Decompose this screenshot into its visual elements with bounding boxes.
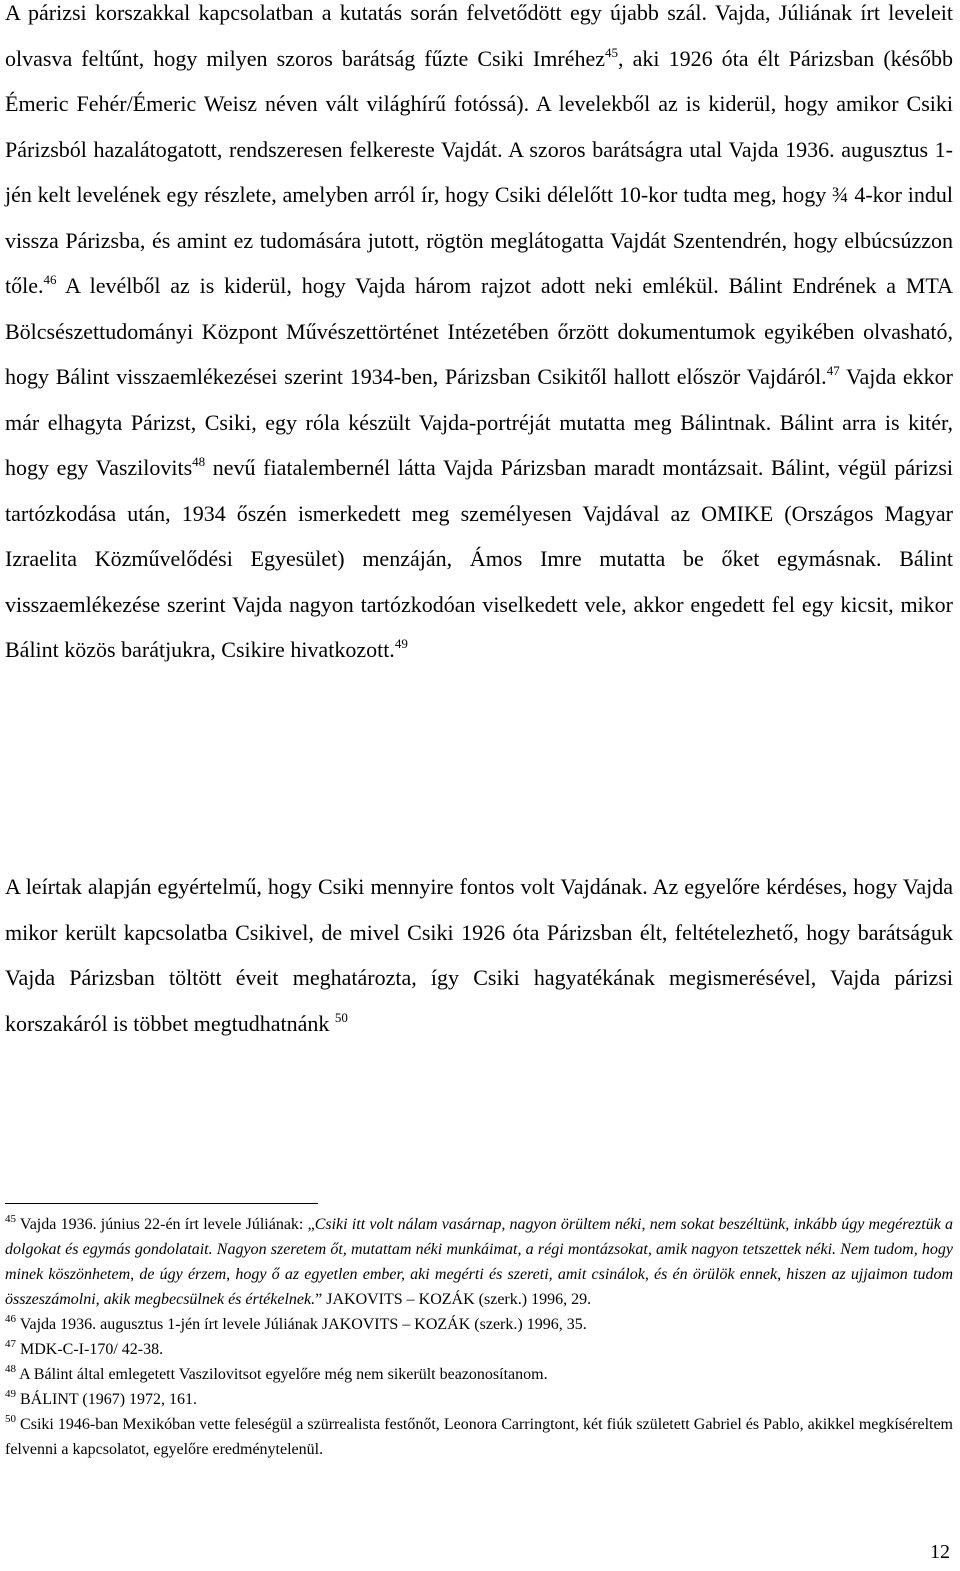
footnote-text: Csiki 1946-ban Mexikóban vette feleségül a szürrealista festőnőt, Leonora Carringtont, két fiúk született Gabriel és Pablo, akikkel megkíséreltem felvenni a kapcsolatot, egyelőre eredménytelenül. — [5, 1416, 953, 1458]
text-run: A levélből az is kiderül, hogy Vajda három rajzot adott neki emlékül. Bálint Endrének a MTA Bölcsészettudományi Központ Művészettörténet Intézetében őrzött dokumentumok egyikében olvasható, hogy Bálint visszaemlékezései szerint 1934-ben, Párizsban Csikitől hallott először Vajdáról. — [5, 273, 953, 389]
footnote-number: 49 — [5, 1388, 16, 1400]
text-run: A leírtak alapján egyértelmű, hogy Csiki mennyire fontos volt Vajdának. Az egyelőre kérdéses, hogy Vajda mikor került kapcsolatba Csikivel, de mivel Csiki 1926 óta Párizsban élt, feltételezhető, hogy barátságuk Vajda Párizsban töltött éveit meghatározta, így Csiki hagyatékának megismerésével, Vajda párizsi korszakáról is többet megtudhatnánk — [5, 874, 953, 1036]
footnote-text: Vajda 1936. augusztus 1-jén írt levele Júliának JAKOVITS – KOZÁK (szerk.) 1996, 35. — [16, 1316, 587, 1333]
footnote-ref-46[interactable]: 46 — [43, 272, 57, 287]
footnote-text: MDK-C-I-170/ 42-38. — [16, 1341, 164, 1358]
text-run: A párizsi korszakkal kapcsolatban a kutatás során felvetődött egy újabb szál. Vajda, Júliának írt leveleit olvasva feltűnt, hogy milyen szoros barátság fűzte Csiki Imréhez — [5, 0, 953, 71]
text-run: , aki 1926 óta élt Párizsban (később Émeric Fehér/Émeric Weisz néven vált világhírű fotóssá). A levelekből az is kiderül, hogy amikor Csiki Párizsból hazalátogatott, rendszeresen felkereste Vajdát. A szoros barátságra utal Vajda 1936. augusztus 1-jén kelt levelének egy részlete, amelyben arról ír, hogy Csiki délelőtt 10-kor tudta meg, hogy ¾ 4-kor indul vissza Párizsba, és amint ez tudomására jutott, rögtön meglátogatta Vajdát Szentendrén, hogy elbúcsúzzon tőle. — [5, 45, 953, 298]
footnote-text: A Bálint által emlegetett Vaszilovitsot egyelőre még nem sikerült beazonosítanom. — [16, 1366, 548, 1383]
footnote-number: 46 — [5, 1313, 16, 1325]
footnote-47 — [5, 1337, 953, 1362]
footnote-ref-48[interactable]: 48 — [192, 454, 206, 469]
body-paragraph-1 — [5, 0, 953, 673]
footnote-48 — [5, 1362, 953, 1387]
footnotes — [5, 1212, 953, 1462]
footnote-text: Vajda 1936. június 22-én írt levele Júliának: „ — [16, 1216, 315, 1233]
footnote-text: BÁLINT (1967) 1972, 161. — [16, 1391, 198, 1408]
footnote-number: 48 — [5, 1363, 16, 1375]
footnote-ref-45[interactable]: 45 — [605, 44, 618, 60]
page-number: 12 — [930, 1541, 950, 1563]
footnote-49 — [5, 1387, 953, 1412]
footnote-number: 47 — [5, 1338, 16, 1350]
body-paragraph-2 — [5, 864, 953, 1046]
text-run: Vajda ekkor már elhagyta Párizst, Csiki, egy róla készült Vajda-portréját mutatta meg Bálintnak. Bálint arra is kitér, hogy egy Vaszilovits — [5, 364, 953, 480]
footnote-ref-50[interactable]: 50 — [334, 1009, 348, 1025]
text-run: nevű fiatalembernél látta Vajda Párizsban maradt montázsait. Bálint, végül párizsi tartózkodása után, 1934 őszén ismerkedett meg személyesen Vajdával az OMIKE (Országos Magyar Izraelita Közművelődési Egyesület) menzáján, Ámos Imre mutatta be őket egymásnak. Bálint visszaemlékezése szerint Vajda nagyon tartózkodóan viselkedett vele, akkor engedett fel egy kicsit, mikor Bálint közös barátjukra, Csikire hivatkozott. — [5, 455, 953, 662]
footnote-quote: Csiki itt volt nálam vasárnap, nagyon örültem néki, nem sokat beszéltünk, inkább úgy megéreztük a dolgokat és egymás gondolatait. Nagyon szeretem őt, mutattam néki munkáimat, a régi montázsokat, amik nagyon tetszettek néki. Nem tudom, hogy minek köszönhetem, de úgy érzem, hogy ő az egyetlen ember, aki megérti és szereti, amit csinálok, és én örülök ennek, hiszen az ujjaimon tudom összeszámolni, akik megbecsülnek és értékelnek. — [5, 1216, 954, 1308]
footnote-ref-49[interactable]: 49 — [394, 636, 408, 651]
footnote-text: ” JAKOVITS – KOZÁK (szerk.) 1996, 29. — [315, 1291, 592, 1308]
footnote-number: 45 — [5, 1213, 16, 1225]
footnote-46 — [5, 1312, 953, 1337]
footnote-separator — [5, 1203, 318, 1204]
footnote-ref-47[interactable]: 47 — [826, 363, 840, 378]
footnote-45 — [5, 1212, 953, 1312]
footnote-50 — [5, 1412, 953, 1462]
footnote-number: 50 — [5, 1413, 16, 1425]
